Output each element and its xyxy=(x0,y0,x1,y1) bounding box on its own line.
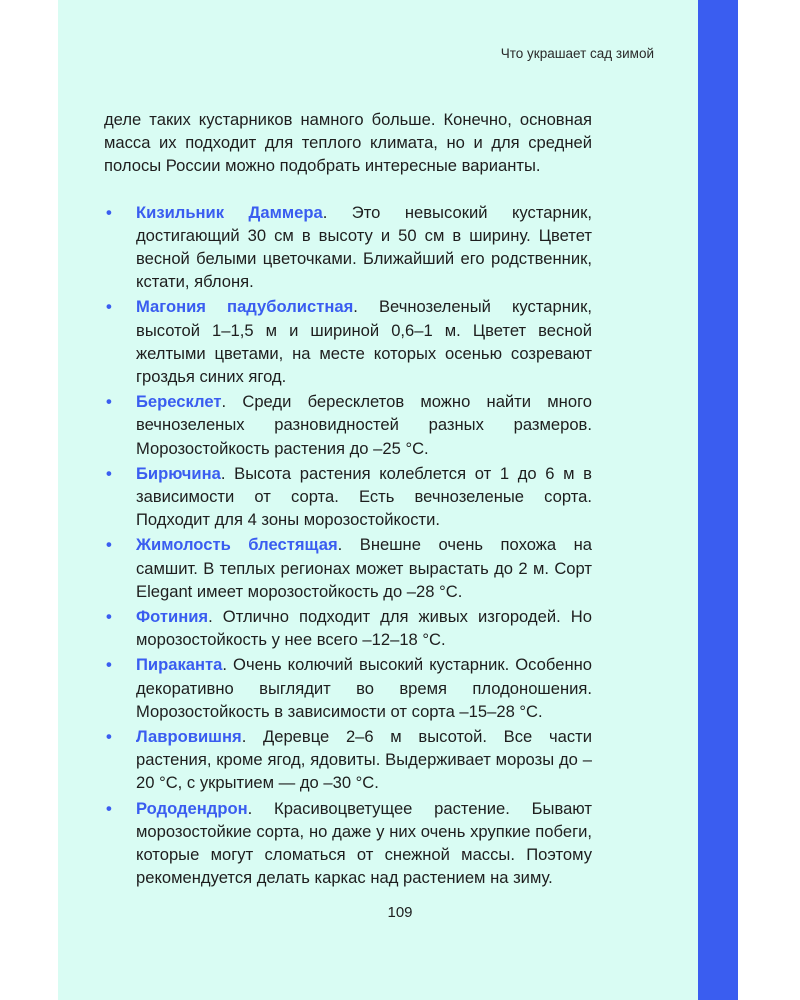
page-body xyxy=(104,108,592,892)
plant-name: Фотиния xyxy=(136,607,209,627)
intro-paragraph: деле таких кустарников намного больше. Конечно, основная масса их подходит для теплого климата, но и для средней полосы России можно подобрать интересные варианты. xyxy=(104,110,592,176)
bullet-icon: • xyxy=(106,798,112,818)
running-head: Что украшает сад зимой xyxy=(500,46,654,61)
bullet-icon: • xyxy=(106,727,112,747)
plant-description: . Это невысокий кустарник, достигающий 30 см в высоту и 50 см в ширину. Цветет весной белыми цветочками. Ближайший его родственник, кстати, яблоня. xyxy=(136,202,592,292)
list-item xyxy=(104,201,592,294)
plant-name: Пираканта xyxy=(136,655,223,675)
bullet-icon: • xyxy=(106,535,112,555)
list-item xyxy=(104,295,592,388)
plant-list xyxy=(104,201,592,890)
plant-description: . Среди бересклетов можно найти много вечнозеленых разновидностей разных размеров. Морозостойкость растения до –25 °С. xyxy=(136,392,592,458)
list-item xyxy=(104,462,592,532)
plant-description: . Вечнозеленый кустарник, высотой 1–1,5 м и шириной 0,6–1 м. Цветет весной желтыми цветами, на месте которых осенью созревают гроздья синих ягод. xyxy=(136,297,593,387)
bullet-icon: • xyxy=(106,202,112,222)
side-color-band xyxy=(698,0,738,1000)
list-item xyxy=(104,725,592,795)
plant-name: Бирючина xyxy=(136,463,221,483)
list-item xyxy=(104,390,592,460)
plant-name: Магония падуболистная xyxy=(136,297,354,317)
plant-name: Кизильник Даммера xyxy=(136,202,323,222)
plant-name: Жимолость блестящая xyxy=(136,535,338,555)
bullet-icon: • xyxy=(106,392,112,412)
plant-description: . Очень колючий высокий кустарник. Особенно декоративно выглядит во время плодоношения. Морозостойкость в зависимости от сорта –15–28 °С. xyxy=(136,655,592,721)
bullet-icon: • xyxy=(106,463,112,483)
plant-description: . Красивоцветущее растение. Бывают морозостойкие сорта, но даже у них очень хрупкие побеги, которые могут сломаться от снежной массы. Поэтому рекомендуется делать каркас над растением на зиму. xyxy=(136,798,592,888)
bullet-icon: • xyxy=(106,297,112,317)
list-item xyxy=(104,533,592,603)
plant-name: Рододендрон xyxy=(136,798,248,818)
plant-name: Лавровишня xyxy=(136,727,242,747)
plant-description: . Внешне очень похожа на самшит. В теплых регионах может вырастать до 2 м. Сорт Elegant имеет морозостойкость до –28 °С. xyxy=(136,535,592,601)
page-number: 109 xyxy=(387,904,413,921)
plant-description: . Высота растения колеблется от 1 до 6 м в зависимости от сорта. Есть вечнозеленые сорта. Подходит для 4 зоны морозостойкости. xyxy=(136,463,592,530)
bullet-icon: • xyxy=(106,607,112,627)
plant-description: . Деревце 2–6 м высотой. Все части растения, кроме ягод, ядовиты. Выдерживает морозы до –20 °С, с укрытием — до –30 °С. xyxy=(136,727,592,793)
list-item xyxy=(104,653,592,723)
list-item xyxy=(104,605,592,651)
list-item xyxy=(104,797,592,890)
plant-name: Бересклет xyxy=(136,392,222,412)
plant-description: . Отлично подходит для живых изгородей. Но морозостойкость у нее всего –12–18 °С. xyxy=(136,607,592,650)
bullet-icon: • xyxy=(106,655,112,675)
